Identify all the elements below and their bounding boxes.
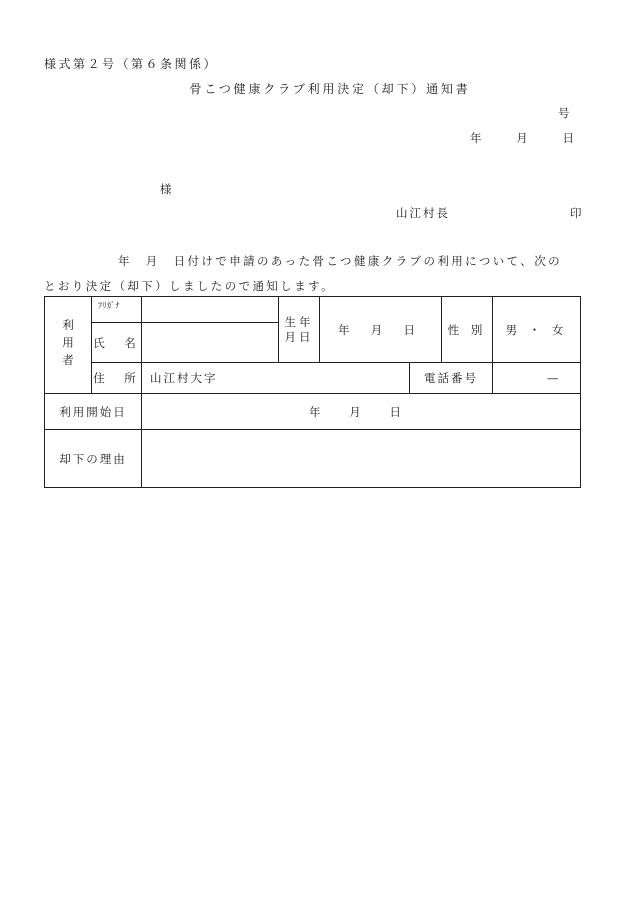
start-date-label: 利用開始日: [45, 394, 142, 430]
furigana-input[interactable]: [142, 297, 279, 323]
applicant-info-table: [44, 296, 581, 488]
birth-date-input[interactable]: [320, 297, 442, 363]
birth-date-label-2: 月日: [284, 329, 314, 344]
rejection-reason-input[interactable]: [142, 430, 581, 488]
address-input[interactable]: 山江村大字: [142, 363, 410, 394]
birth-year-label: 年: [338, 322, 350, 337]
start-year-label: 年: [309, 404, 321, 419]
start-day-label: 日: [389, 404, 401, 419]
name-input[interactable]: [142, 323, 279, 363]
applicant-header-cell: [45, 297, 92, 394]
issue-year-label: 年: [470, 131, 482, 145]
applicant-label: 利用者: [61, 318, 75, 372]
gender-label: 性 別: [442, 297, 493, 363]
issuer-name: 山江村長: [396, 206, 450, 220]
phone-input[interactable]: —: [493, 363, 581, 394]
body-text-line-2: とおり決定（却下）しましたので通知します。: [44, 279, 335, 293]
phone-label: 電話番号: [410, 363, 493, 394]
furigana-label: ﾌﾘｶﾞﾅ: [92, 297, 142, 323]
body-text-line-1: 年 月 日付けで申請のあった骨こつ健康クラブの利用について、次の: [118, 254, 562, 268]
start-month-label: 月: [349, 404, 361, 419]
name-label: 氏 名: [92, 323, 142, 363]
seal-mark: 印: [570, 206, 584, 220]
issue-month-label: 月: [516, 131, 528, 145]
addressee-suffix: 様: [160, 182, 174, 196]
issue-date: [470, 130, 574, 146]
birth-day-label: 日: [403, 322, 415, 337]
start-date-input[interactable]: [142, 394, 581, 430]
gender-select[interactable]: 男 ・ 女: [493, 297, 581, 363]
rejection-reason-label: 却下の理由: [45, 430, 142, 488]
birth-date-label-cell: [279, 297, 320, 363]
birth-date-label-1: 生年: [284, 314, 314, 329]
issue-day-label: 日: [562, 131, 574, 145]
address-label: 住 所: [92, 363, 142, 394]
document-number-label: 号: [558, 106, 572, 120]
birth-month-label: 月: [370, 322, 383, 337]
form-number: 様式第２号（第６条関係）: [44, 57, 219, 71]
document-title: 骨こつ健康クラブ利用決定（却下）通知書: [189, 82, 471, 96]
